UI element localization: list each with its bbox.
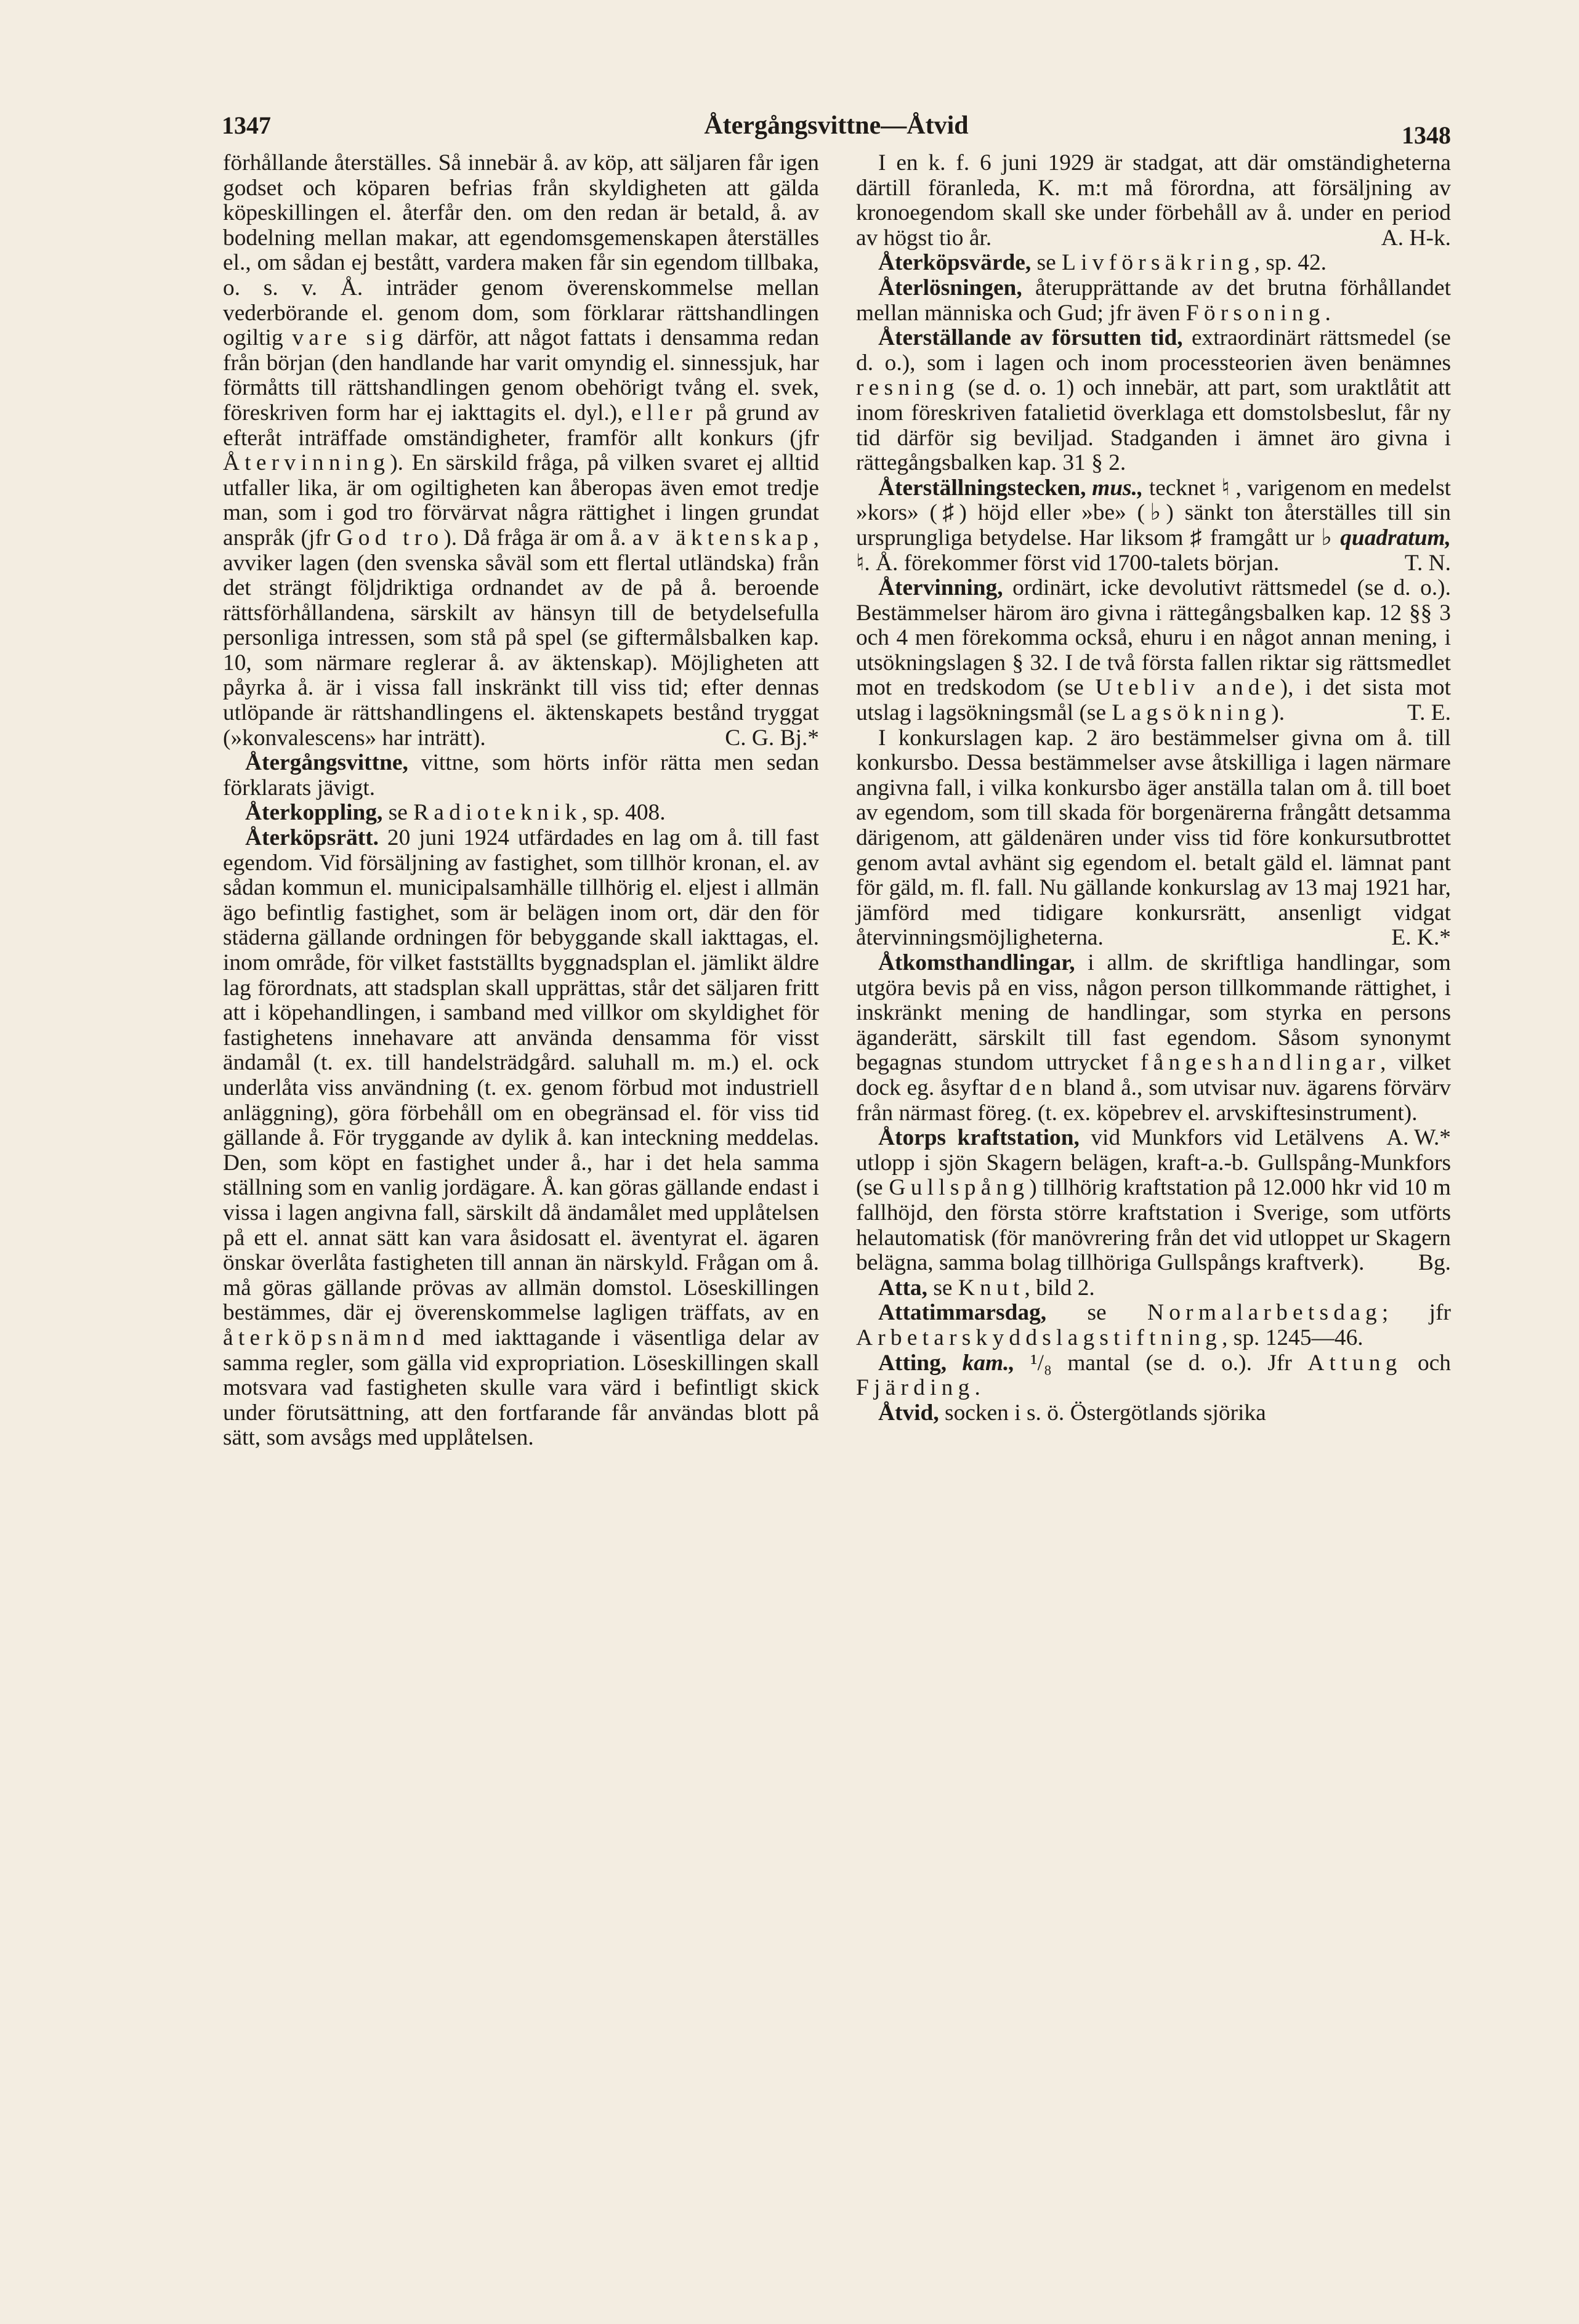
headword: Återköpsrätt. (245, 825, 379, 851)
headword: Återställningstecken, (878, 475, 1086, 501)
entry-atervinning: Återvinning, ordinärt, icke devolutivt rättsmedel (se d. o.). Bestämmelser härom äro givna i rättegångsbalken kap. 12 §§ 3 och 4 men förekomma också, ehuru i en något annan mening, i utsökningslagen § 32. I de två första fallen riktar sig rättsmedlet mot en tredskodom (se Utebliv ande), i det sista mot utslag i lagsökningsmål (se Lagsökning). T. E. (856, 575, 1451, 726)
entry-aterkopsvarde: Återköpsvärde, se Livförsäkring, sp. 42. (878, 250, 1327, 276)
page-number-right: 1348 (1402, 121, 1451, 149)
signature: A. W.* (1386, 1125, 1451, 1151)
signature: C. G. Bj.* (725, 725, 819, 751)
entry-attatimmarsdag: Attatimmarsdag, se Normalarbetsdag; jfr Arbetarskyddslagstiftning, sp. 1245—46. (856, 1300, 1451, 1350)
entry-aterkopsratt: Återköpsrätt. 20 juni 1924 utfärdades en lag om å. till fast egendom. Vid försäljning av fastighet, som tillhör kronan, el. av sådan kommun el. municipalsamhälle tillhörig el. eljest i allmän ägo befintlig fastighet, som är belägen inom ort, där den för städerna gällande ordningen för bebyggande skall iakttagas, el. inom område, för vilket fastställts byggnadsplan el. jämlikt äldre lag förordnats, att stadsplan skall upprättas, står det säljaren fritt att i köpehandlingen, i samband med villkor om skyldighet för fastighetens innehavare att använda densamma för visst ändamål (t. ex. till handelsträdgård. saluhall m. m.) el. ock underlåta viss användning (t. ex. genom förbud mot industriell anläggning), göra förbehåll om en obegränsad el. för viss tid gällande å. För tryggande av dylik å. kan inteckning meddelas. Den, som köpt en fastighet under å., har i det hela samma ställning som en vanlig jordägare. Å. kan göras gällande endast i vissa i lagen angivna fall, särskilt då ändamålet med upplåtelsen på ett el. annat sätt kan vara åsidosatt el. äventyrat el. ägaren önskar överlåta fastigheten till annan än närskyld. Frågan om å. må göras gällande prövas av allmän domstol. Löseskillingen bestämmes, där ej överenskommelse lagligen träffats, av en återköpsnämnd med iakttagande i väsentliga delar av samma regler, som gälla vid expropriation. Löseskillingen skall motsvara vad fastigheten skulle vara värd i befintligt skick under förutsättning, att den fortfarande får användas blott på sätt, som avsågs med upplåtelsen. (223, 825, 819, 1451)
entry-atta: Atta, se Knut, bild 2. (878, 1275, 1095, 1301)
running-title: Återgångsvittne—Åtvid (704, 111, 969, 140)
headword: Åtkomsthandlingar, (878, 950, 1075, 975)
headword: Attatimmarsdag, (878, 1300, 1047, 1326)
entry-atkomsthandlingar: Åtkomsthandlingar, i allm. de skriftliga handlingar, som utgöra bevis på en viss, någon person tillkommande rättighet, i inskränkt mening de handlingar, som styrka en persons äganderätt, särskilt till fast egendom. Såsom synonymt begagnas stundom uttrycket fångeshandlingar, vilket dock eg. åsyftar den bland å., som utvisar nuv. ägarens förvärv från närmast föreg. (t. ex. köpebrev el. arvskiftesinstrument). A. W.* (856, 950, 1451, 1151)
headword: Återgångsvittne, (245, 750, 408, 776)
headword: Återlösningen, (878, 275, 1022, 301)
entry-atergangsvittne: Återgångsvittne, vittne, som hörts inför rätta men sedan förklarats jävigt. (223, 750, 819, 801)
headword: Återkoppling, (245, 800, 383, 826)
signature: T. E. (1407, 700, 1451, 726)
entry-aterstallande-av-forsutten-tid: Återställande av försutten tid, extraordinärt rättsmedel (se d. o.), som i lagen och inom processteorien även benämnes resning (se d. o. 1) och innebär, att part, som uraktlåtit att inom föreskriven fatalietid överklaga ett domstolsbeslut, får ny tid därför sig beviljad. Stadganden i ämnet äro givna i rättegångsbalken kap. 31 § 2. (856, 325, 1451, 476)
signature: Bg. (1418, 1250, 1451, 1276)
entry-atvid: Åtvid, socken i s. ö. Östergötlands sjörika (878, 1400, 1266, 1426)
entry-aterkopsratt-continuation: I en k. f. 6 juni 1929 är stadgat, att där omständigheterna därtill föranleda, K. m:t må förordna, att försäljning av kronoegendom skall ske under förbehåll av å. under en period av högst tio år. A. H-k. (856, 150, 1451, 251)
headword: Åtvid, (878, 1400, 939, 1426)
signature: A. H-k. (1381, 225, 1451, 251)
running-header (222, 103, 1451, 147)
entry-aterstallningstecken: Återställningstecken, mus., tecknet ♮ , varigenom en medelst »kors» (♯) höjd eller »be» (♭) sänkt ton återställes till sin ursprungliga betydelse. Har liksom ♯ framgått ur ♭ quadratum, ♮. Å. förekommer först vid 1700-talets början. T. N. (856, 475, 1452, 576)
entry-atervinning-konkurs: I konkurslagen kap. 2 äro bestämmelser givna om å. till konkursbo. Dessa bestämmelser avse åtskilliga i lagen närmare angivna fall, i vilka konkursbo äger anställa talan om å. till boet av egendom, som till skada för borgenärerna frångått detsamma därigenom, att gäldenären under viss tid före konkursutbrottet genom avtal avhänt sig egendom el. betalt gäld el. lämnat pant för gäld, m. fl. fall. Nu gällande konkurslag av 13 maj 1921 har, jämförd med tidigare konkursrätt, ansenligt vidgat återvinningsmöjligheterna. E. K.* (856, 725, 1451, 951)
left-column (223, 151, 819, 1451)
signature: T. N. (1404, 550, 1451, 576)
headword: Åtorps kraftstation, (878, 1125, 1080, 1151)
entry-aterstallande-continuation: förhållande återställes. Så innebär å. av köp, att säljaren får igen godset och köparen befrias från skyldigheten att gälda köpeskillingen el. återfår den. om den redan är betald, å. av bodelning mellan makar, att egendomsgemenskapen återställes el., om sådan ej bestått, vardera maken får sin egendom tillbaka, o. s. v. Å. inträder genom överenskommelse mellan vederbörande el. genom dom, som förklarar rättshandlingen ogiltig vare sig därför, att något fattats i densamma redan från början (den handlande har varit omyndig el. sinnessjuk, har förmåtts till rättshandlingen genom obehörigt tvång el. svek, föreskriven form har ej iakttagits el. dyl.), eller på grund av efteråt inträffade omständigheter, framför allt konkurs (jfr Återvinning). En särskild fråga, på vilken svaret ej alltid utfaller lika, är om ogiltigheten kan åberopas även emot tredje man, som i god tro förvärvat några rättighet i lingen grundat anspråk (jfr God tro). Då fråga är om å. av äktenskap, avviker lagen (den svenska såväl som ett flertal utländska) från det strängt följdriktiga ordnandet av de på å. beroende rättsförhållandena, särskilt av hänsyn till de betydelsefulla personliga intressen, som stå på spel (se giftermålsbalken kap. 10, som närmare reglerar å. av äktenskap). Möjligheten att påyrka å. är i vissa fall inskränkt till viss tid; efter dennas utlöpande är rättshandlingens el. äktenskapets bestånd tryggat (»konvalescens» har inträtt). C. G. Bj.* (223, 150, 819, 751)
entry-aterkoppling: Återkoppling, se Radioteknik, sp. 408. (245, 800, 666, 826)
headword: Atta, (878, 1275, 927, 1301)
entry-atting: Atting, kam., ¹/₈ mantal (se d. o.). Jfr Attung och Fjärding. (856, 1350, 1452, 1401)
right-column (856, 151, 1451, 1426)
page-number-left: 1347 (222, 111, 271, 139)
headword: Återställande av försutten tid, (878, 325, 1183, 351)
entry-atorps-kraftstation: Åtorps kraftstation, vid Munkfors vid Letälvens utlopp i sjön Skagern belägen, kraft-a.-b. Gullspång-Munkfors (se Gullspång) tillhörig kraftstation på 12.000 hkr vid 10 m fallhöjd, den första större kraftstation i Sverige, som utförts helautomatisk (för manövrering från det vid utloppet ur Skagern belägna, samma bolag tillhöriga Gullspångs kraftverk). Bg. (856, 1125, 1451, 1276)
headword: Atting, (878, 1350, 947, 1376)
signature: E. K.* (1391, 925, 1451, 951)
headword: Återköpsvärde, (878, 250, 1032, 276)
headword: Återvinning, (878, 575, 1003, 601)
entry-aterlosningen: Återlösningen, återupprättande av det brutna förhållandet mellan människa och Gud; jfr även Försoning. (856, 275, 1451, 326)
